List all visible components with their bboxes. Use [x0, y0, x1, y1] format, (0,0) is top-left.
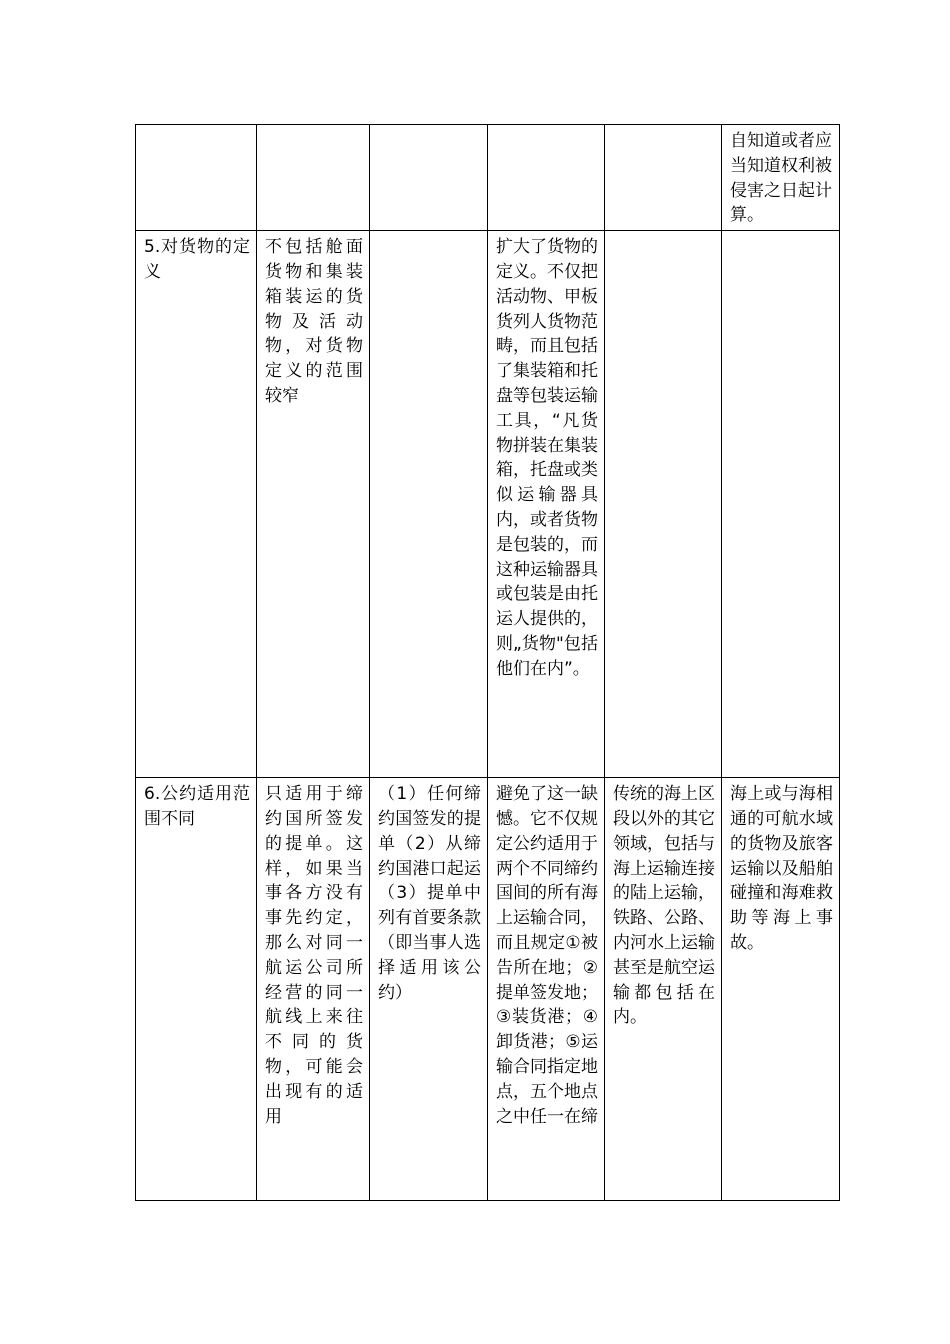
table-row [136, 778, 840, 1201]
table-cell: （1）任何缔约国签发的提单（2）从缔约国港口起运（3）提单中列有首要条款（即当事人选择适用该公约） [370, 778, 488, 1201]
row-heading: 5.对货物的定义 [136, 231, 257, 778]
table-cell [605, 231, 722, 778]
table-cell [722, 231, 840, 778]
table-cell [136, 125, 257, 231]
table-cell: 自知道或者应当知道权利被侵害之日起计算。 [722, 125, 840, 231]
table-cell: 海上或与海相通的可航水域的货物及旅客运输以及船舶碰撞和海难救助等海上事故。 [722, 778, 840, 1201]
table-cell: 扩大了货物的定义。不仅把活动物、甲板货列人货物范畴，而且包括了集装箱和托盘等包装运输工具，“凡货物拼装在集装箱，托盘或类似运输器具内，或者货物是包装的，而这种运输器具或包装是由托运人提供的，则„货物"包括他们在内”。 [488, 231, 605, 778]
comparison-table [135, 124, 840, 1201]
table-cell [605, 125, 722, 231]
table-cell [370, 231, 488, 778]
table-cell [488, 125, 605, 231]
table-cell: 传统的海上区段以外的其它领域，包括与海上运输连接的陆上运输，铁路、公路、内河水上运输甚至是航空运输都包括在内。 [605, 778, 722, 1201]
table-cell: 不包括舱面货物和集装箱装运的货物及活动物，对货物定义的范围较窄 [257, 231, 370, 778]
row-heading: 6.公约适用范围不同 [136, 778, 257, 1201]
table-cell: 避免了这一缺憾。它不仅规定公约适用于两个不同缔约国间的所有海上运输合同，而且规定①被告所在地；②提单签发地；③装货港；④卸货港；⑤运输合同指定地点，五个地点之中任一在缔 [488, 778, 605, 1201]
table-row [136, 125, 840, 231]
table-cell: 只适用于缔约国所签发的提单。这样，如果当事各方没有事先约定，那么对同一航运公司所经营的同一航线上来往不同的货物，可能会出现有的适用 [257, 778, 370, 1201]
table-cell [257, 125, 370, 231]
table-cell [370, 125, 488, 231]
table-row [136, 231, 840, 778]
